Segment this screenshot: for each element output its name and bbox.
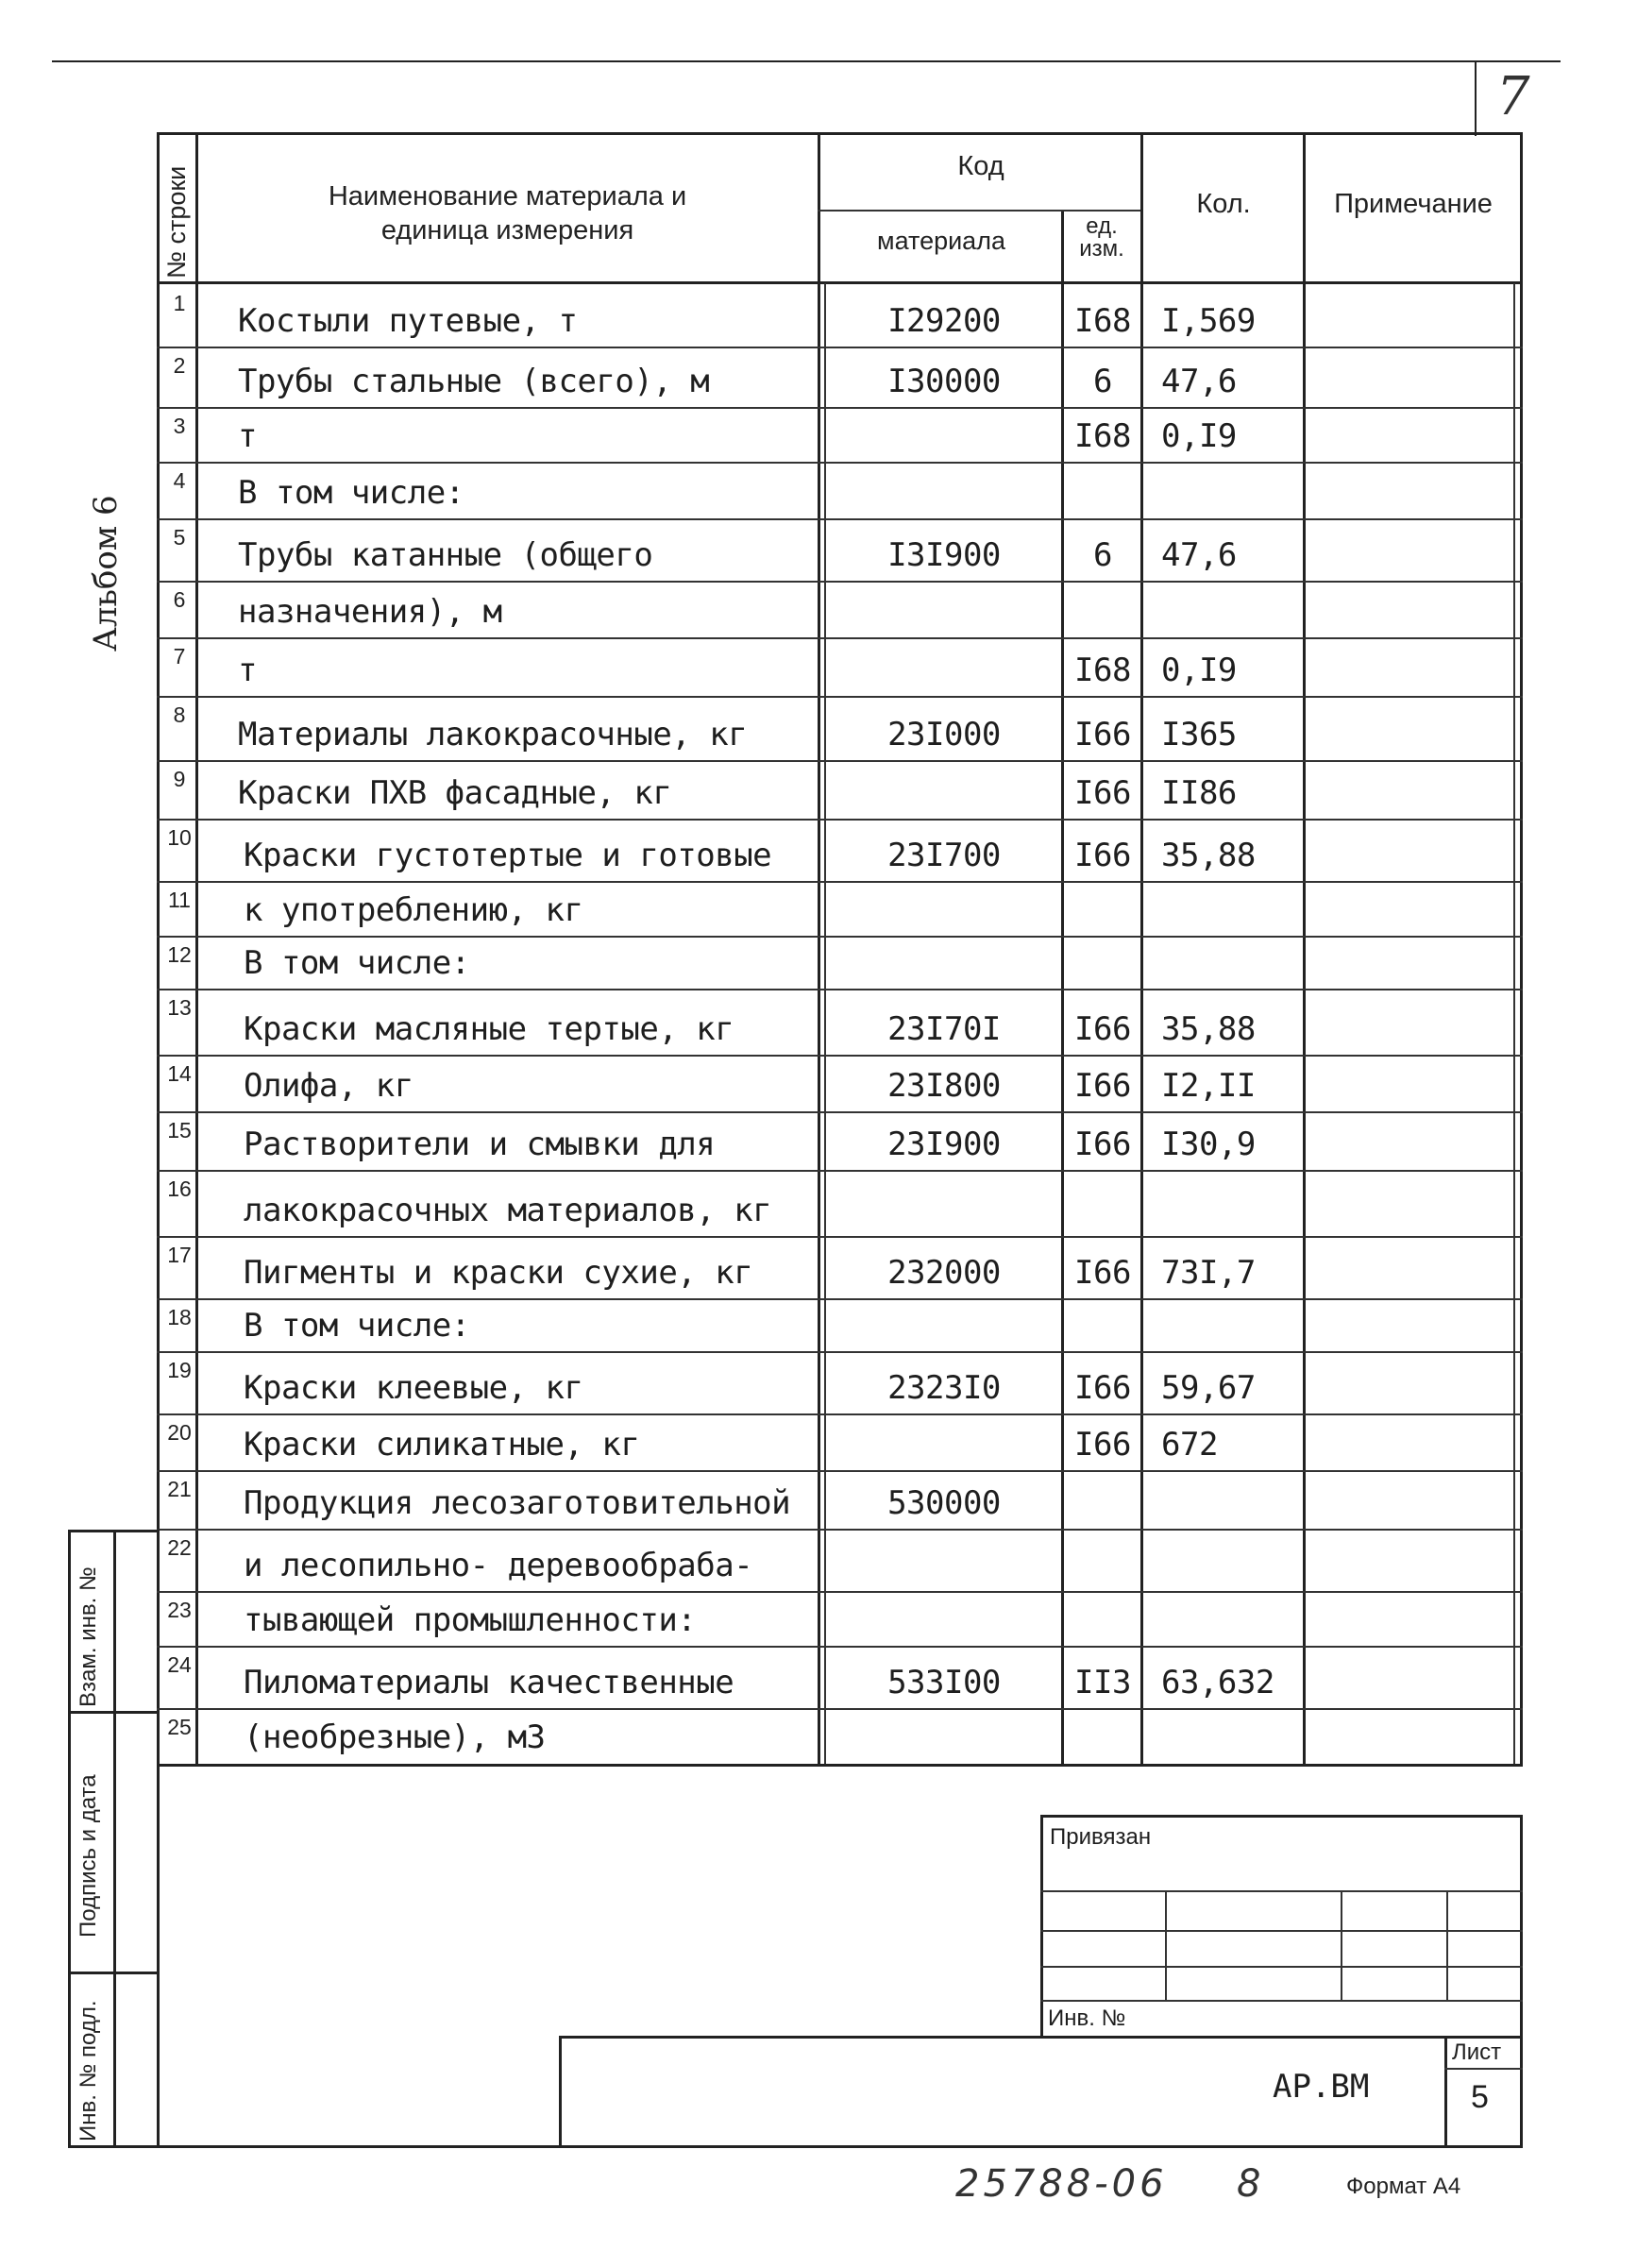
row-quantity: 47,6 xyxy=(1161,536,1237,574)
tb-grid-h4 xyxy=(1040,2000,1523,2002)
row-unit-code: I66 xyxy=(1074,1067,1131,1105)
row-unit-code: I66 xyxy=(1074,1369,1131,1407)
row-unit-code: I68 xyxy=(1074,417,1131,455)
row-material-code: 533I00 xyxy=(887,1664,1001,1701)
row-number: 25 xyxy=(167,1715,192,1739)
row-quantity: 47,6 xyxy=(1161,363,1237,400)
row-material-code: 2323I0 xyxy=(887,1369,1001,1407)
row-material-code: 23I900 xyxy=(887,1126,1001,1163)
tb-grid-h3 xyxy=(1040,1966,1523,1968)
row-divider xyxy=(157,1529,1523,1531)
header-code-material: материала xyxy=(877,227,1005,255)
row-material-code: I3I900 xyxy=(887,536,1001,574)
row-number: 24 xyxy=(167,1652,192,1677)
row-name: Продукция лесозаготовительной xyxy=(244,1484,791,1522)
row-divider xyxy=(157,1708,1523,1710)
table-header-bottom xyxy=(157,281,1523,284)
row-quantity: 73I,7 xyxy=(1161,1254,1256,1292)
row-number: 6 xyxy=(173,587,186,612)
row-material-code: I29200 xyxy=(887,302,1001,340)
tb-grid-v3 xyxy=(1446,1890,1448,2000)
row-name: Пигменты и краски сухие, кг xyxy=(244,1254,753,1292)
row-name: Краски масляные тертые, кг xyxy=(244,1010,734,1048)
table-body-bottom xyxy=(157,1764,1523,1767)
row-unit-code: II3 xyxy=(1074,1664,1131,1701)
tb-grid-h1 xyxy=(1040,1890,1523,1892)
row-name: Трубы катанные (общего xyxy=(238,536,653,574)
row-unit-code: I66 xyxy=(1074,1126,1131,1163)
row-material-code: 23I800 xyxy=(887,1067,1001,1105)
stamp-sep-1 xyxy=(68,1711,160,1714)
tb-main-top xyxy=(559,2036,1523,2039)
row-name: В том числе: xyxy=(244,1307,470,1345)
header-row-no: № строки xyxy=(162,165,191,279)
row-quantity: I2,II xyxy=(1161,1067,1256,1105)
sheet-corner-number: 7 xyxy=(1496,66,1530,127)
col-sep-qty xyxy=(1303,132,1306,1764)
row-divider xyxy=(157,1170,1523,1172)
stamp-bottom xyxy=(68,2145,1523,2148)
row-number: 11 xyxy=(168,888,191,912)
tb-designation: АР.ВМ xyxy=(1273,2068,1370,2106)
album-label: Альбом 6 xyxy=(87,495,125,652)
row-number: 4 xyxy=(173,468,186,493)
row-number: 16 xyxy=(167,1176,192,1201)
row-name: Материалы лакокрасочные, кг xyxy=(238,716,748,753)
row-divider xyxy=(157,881,1523,883)
tb-list-sep xyxy=(1444,2068,1523,2070)
row-number: 15 xyxy=(167,1118,192,1142)
row-number: 12 xyxy=(167,942,192,967)
row-divider xyxy=(157,581,1523,583)
row-name: Краски густотертые и готовые xyxy=(244,837,772,874)
row-quantity: I365 xyxy=(1161,716,1237,753)
row-divider xyxy=(157,760,1523,762)
row-material-code: 23I70I xyxy=(887,1010,1001,1048)
row-material-code: 23I000 xyxy=(887,716,1001,753)
row-number: 9 xyxy=(173,767,186,791)
row-quantity: I,569 xyxy=(1161,302,1256,340)
row-divider xyxy=(157,347,1523,348)
footer-page-num: 8 xyxy=(1237,2162,1261,2206)
row-number: 2 xyxy=(173,353,186,378)
tb-list-left xyxy=(1444,2036,1447,2145)
row-divider xyxy=(157,936,1523,938)
row-number: 20 xyxy=(167,1420,192,1445)
row-unit-code: 6 xyxy=(1093,363,1112,400)
row-name: В том числе: xyxy=(244,944,470,982)
row-material-code: 530000 xyxy=(887,1484,1001,1522)
row-name: Краски клеевые, кг xyxy=(244,1369,583,1407)
row-divider xyxy=(157,1298,1523,1300)
col-sep-name xyxy=(818,132,820,1764)
row-unit-code: I68 xyxy=(1074,652,1131,689)
row-divider xyxy=(157,1470,1523,1472)
row-number: 14 xyxy=(167,1061,192,1086)
row-divider xyxy=(157,989,1523,990)
stamp-vzam-inv: Взам. инв. № xyxy=(76,1566,101,1707)
header-code: Код xyxy=(957,151,1004,181)
header-note: Примечание xyxy=(1334,189,1493,219)
tb-list-label: Лист xyxy=(1452,2040,1502,2065)
row-divider xyxy=(157,1055,1523,1057)
top-border xyxy=(52,60,1561,62)
row-number: 23 xyxy=(167,1598,192,1622)
footer-doc-number: 25788-06 xyxy=(955,2162,1168,2206)
row-divider xyxy=(157,1351,1523,1353)
row-divider xyxy=(157,1646,1523,1648)
row-number: 19 xyxy=(167,1358,192,1382)
row-divider xyxy=(157,1591,1523,1593)
table-left-border xyxy=(157,132,160,2145)
table-right-border xyxy=(1520,132,1523,1764)
row-unit-code: I66 xyxy=(1074,774,1131,812)
tb-right xyxy=(1520,1815,1523,2145)
tb-privyazan-left xyxy=(1040,1815,1043,2036)
row-name: и лесопильно- деревообраба- xyxy=(244,1547,753,1584)
row-name: Краски силикатные, кг xyxy=(244,1426,640,1464)
stamp-inv-podl: Инв. № подл. xyxy=(76,2000,101,2141)
stamp-inner-col xyxy=(113,1530,116,2145)
row-number: 13 xyxy=(167,995,192,1020)
row-name: тывающей промышленности: xyxy=(244,1601,697,1639)
row-name: т xyxy=(238,652,257,689)
tb-grid-h2 xyxy=(1040,1930,1523,1932)
row-number: 5 xyxy=(173,525,186,550)
row-number: 10 xyxy=(167,825,192,850)
row-quantity: II86 xyxy=(1161,774,1237,812)
row-unit-code: I68 xyxy=(1074,302,1131,340)
col-sep-right-inner xyxy=(1513,283,1515,1764)
row-name: лакокрасочных материалов, кг xyxy=(244,1192,772,1229)
row-number: 21 xyxy=(167,1477,192,1501)
row-unit-code: I66 xyxy=(1074,716,1131,753)
row-unit-code: I66 xyxy=(1074,1010,1131,1048)
row-divider xyxy=(157,518,1523,520)
tb-grid-v1 xyxy=(1165,1890,1167,2000)
row-material-code: 23I700 xyxy=(887,837,1001,874)
header-name: Наименование материала и единица измерения xyxy=(328,181,687,245)
row-number: 3 xyxy=(173,414,186,438)
row-divider xyxy=(157,696,1523,698)
tb-grid-v2 xyxy=(1341,1890,1342,2000)
row-name: т xyxy=(238,417,257,455)
row-material-code: 232000 xyxy=(887,1254,1001,1292)
row-divider xyxy=(157,462,1523,464)
row-name: Краски ПХВ фасадные, кг xyxy=(238,774,672,812)
row-name: Олифа, кг xyxy=(244,1067,413,1105)
row-name: к употреблению, кг xyxy=(244,891,583,929)
row-quantity: 35,88 xyxy=(1161,837,1256,874)
tb-privyazan-label: Привязан xyxy=(1050,1824,1152,1850)
table-top-border xyxy=(157,132,1523,135)
row-unit-code: I66 xyxy=(1074,1426,1131,1464)
row-quantity: I30,9 xyxy=(1161,1126,1256,1163)
row-name: Костыли путевые, т xyxy=(238,302,578,340)
row-quantity: 63,632 xyxy=(1161,1664,1274,1701)
row-number: 17 xyxy=(167,1243,192,1267)
row-unit-code: I66 xyxy=(1074,837,1131,874)
row-unit-code: 6 xyxy=(1093,536,1112,574)
tb-inv-no-label: Инв. № xyxy=(1048,2006,1126,2031)
row-divider xyxy=(157,819,1523,821)
row-number: 1 xyxy=(173,291,186,315)
tb-privyazan-top xyxy=(1040,1815,1523,1818)
row-name: назначения), м xyxy=(238,593,502,631)
stamp-outer-left xyxy=(68,1530,71,2145)
tb-main-left xyxy=(559,2036,562,2145)
row-divider xyxy=(157,637,1523,639)
header-qty: Кол. xyxy=(1196,189,1251,219)
row-number: 18 xyxy=(167,1305,192,1329)
col-sep-name-inner xyxy=(824,283,826,1764)
row-divider xyxy=(157,1236,1523,1238)
stamp-podpis-data: Подпись и дата xyxy=(76,1774,101,1938)
row-quantity: 0,I9 xyxy=(1161,652,1237,689)
row-name: Трубы стальные (всего), м xyxy=(238,363,710,400)
stamp-sep-2 xyxy=(68,1972,160,1974)
row-number: 8 xyxy=(173,702,186,727)
header-code-unit: ед. изм. xyxy=(1079,213,1124,262)
row-material-code: I30000 xyxy=(887,363,1001,400)
col-sep-unit xyxy=(1140,132,1143,1764)
row-name: В том числе: xyxy=(238,474,464,512)
row-number: 7 xyxy=(173,644,186,669)
row-name: (необрезные), м3 xyxy=(244,1718,546,1756)
corner-box-left xyxy=(1475,60,1477,136)
tb-list-value: 5 xyxy=(1471,2079,1489,2115)
row-unit-code: I66 xyxy=(1074,1254,1131,1292)
row-number: 22 xyxy=(167,1535,192,1560)
row-name: Растворители и смывки для xyxy=(244,1126,716,1163)
row-divider xyxy=(157,1413,1523,1415)
row-quantity: 672 xyxy=(1161,1426,1218,1464)
row-quantity: 59,67 xyxy=(1161,1369,1256,1407)
row-divider xyxy=(157,407,1523,409)
row-quantity: 35,88 xyxy=(1161,1010,1256,1048)
row-name: Пиломатериалы качественные xyxy=(244,1664,734,1701)
row-quantity: 0,I9 xyxy=(1161,417,1237,455)
code-sub-divider xyxy=(818,210,1140,212)
footer-format: Формат А4 xyxy=(1346,2174,1461,2199)
row-divider xyxy=(157,1111,1523,1113)
stamp-top xyxy=(68,1530,160,1532)
col-sep-code xyxy=(1061,210,1064,1764)
